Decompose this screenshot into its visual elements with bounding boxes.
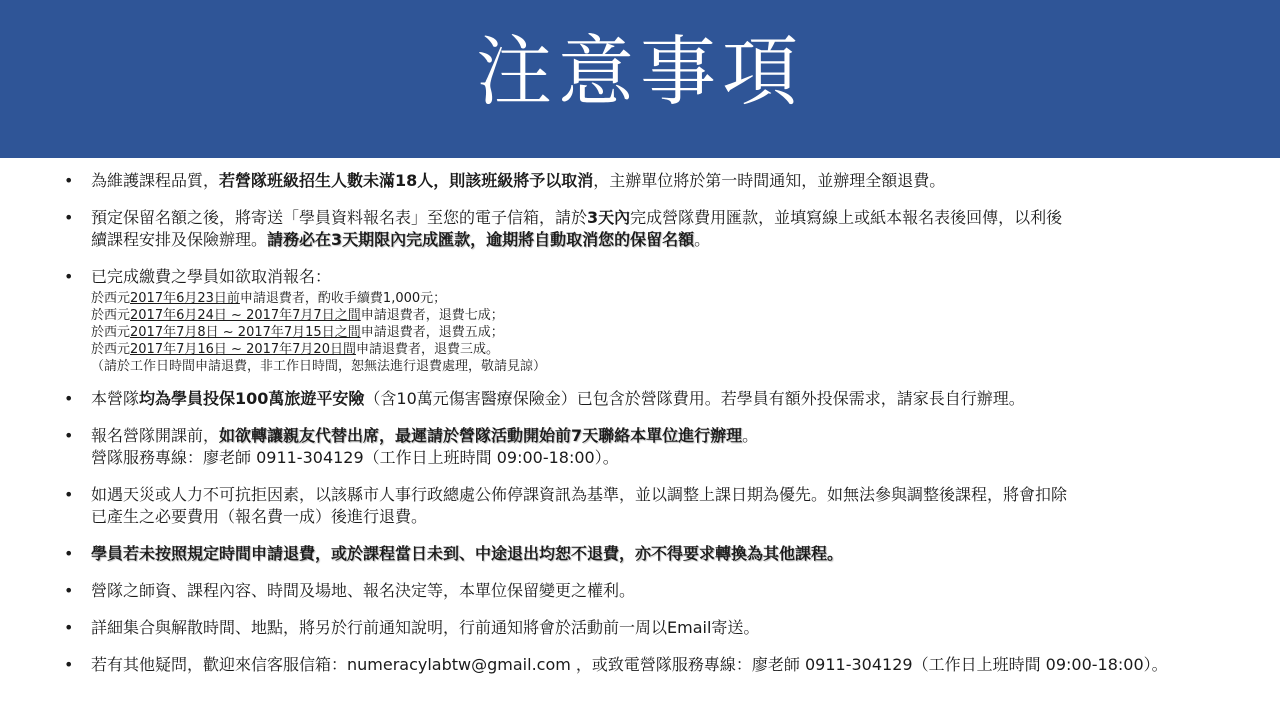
- bullet-icon: •: [64, 618, 74, 637]
- bullet-icon: •: [64, 426, 74, 445]
- refund-rule: 於西元2017年6月24日 ~ 2017年7月7日之間申請退費者，退費七成；: [91, 308, 504, 323]
- bullet-icon: •: [64, 267, 74, 286]
- list-item: [64, 543, 1254, 565]
- note-text: 已產生之必要費用（報名費一成）後進行退費。: [91, 507, 428, 526]
- note-text: 學員若未按照規定時間申請退費，或於課程當日未到、中途退出均恕不退費，亦不得要求轉換為其他課程。: [91, 544, 844, 563]
- contact-info: 若有其他疑問，歡迎來信客服信箱：numeracylabtw@gmail.com ，或致電營隊服務專線：廖老師 0911-304129（工作日上班時間 09:00-18:00）。: [91, 655, 1168, 674]
- list-item: [64, 484, 1254, 528]
- bullet-icon: •: [64, 581, 74, 600]
- refund-rule: 於西元2017年7月16日 ~ 2017年7月20日間申請退費者，退費三成。: [91, 342, 499, 357]
- note-text: 營隊之師資、課程內容、時間及場地、報名決定等，本單位保留變更之權利。: [91, 581, 636, 600]
- page-title: 注意事項: [476, 27, 804, 116]
- refund-rule: 於西元2017年6月23日前申請退費者，酌收手續費1,000元；: [91, 291, 447, 306]
- bullet-icon: •: [64, 655, 74, 674]
- bullet-icon: •: [64, 544, 74, 563]
- note-text: 已完成繳費之學員如欲取消報名：: [91, 267, 332, 286]
- list-item: [64, 617, 1254, 639]
- note-text: 詳細集合與解散時間、地點，將另於行前通知說明，行前通知將會於活動前一周以Email寄送。: [91, 618, 760, 637]
- list-item: [64, 654, 1254, 676]
- list-item: [64, 388, 1254, 410]
- service-hotline: 營隊服務專線：廖老師 0911-304129（工作日上班時間 09:00-18:00）。: [91, 448, 619, 467]
- list-item-refund-policy: [64, 266, 1254, 375]
- list-item: [64, 580, 1254, 602]
- note-text: 如遇天災或人力不可抗拒因素，以該縣市人事行政總處公佈停課資訊為基準，並以調整上課日期為優先。如無法參與調整後課程，將會扣除: [91, 485, 1068, 504]
- note-text: 預定保留名額之後，將寄送「學員資料報名表」至您的電子信箱，請於3天內完成營隊費用匯款，並填寫線上或紙本報名表後回傳，以利後: [91, 208, 1063, 227]
- note-text: 續課程安排及保險辦理。請務必在3天期限內完成匯款，逾期將自動取消您的保留名額。: [91, 230, 711, 249]
- refund-remark: （請於工作日時間申請退費，非工作日時間，恕無法進行退費處理，敬請見諒）: [91, 359, 547, 374]
- bullet-icon: •: [64, 171, 74, 190]
- bullet-icon: •: [64, 208, 74, 227]
- bullet-icon: •: [64, 389, 74, 408]
- bullet-icon: •: [64, 485, 74, 504]
- header-banner: [0, 0, 1280, 158]
- list-item: [64, 207, 1254, 251]
- notice-list: [64, 170, 1254, 691]
- note-text: 本營隊均為學員投保100萬旅遊平安險（含10萬元傷害醫療保險金）已包含於營隊費用。若學員有額外投保需求，請家長自行辦理。: [91, 389, 1025, 408]
- note-text: 為維護課程品質，若營隊班級招生人數未滿18人，則該班級將予以取消，主辦單位將於第一時間通知，並辦理全額退費。: [91, 171, 946, 190]
- list-item: [64, 425, 1254, 469]
- refund-rule: 於西元2017年7月8日 ~ 2017年7月15日之間申請退費者，退費五成；: [91, 325, 504, 340]
- note-text: 報名營隊開課前，如欲轉讓親友代替出席，最遲請於營隊活動開始前7天聯絡本單位進行辦理。: [91, 426, 759, 445]
- list-item: [64, 170, 1254, 192]
